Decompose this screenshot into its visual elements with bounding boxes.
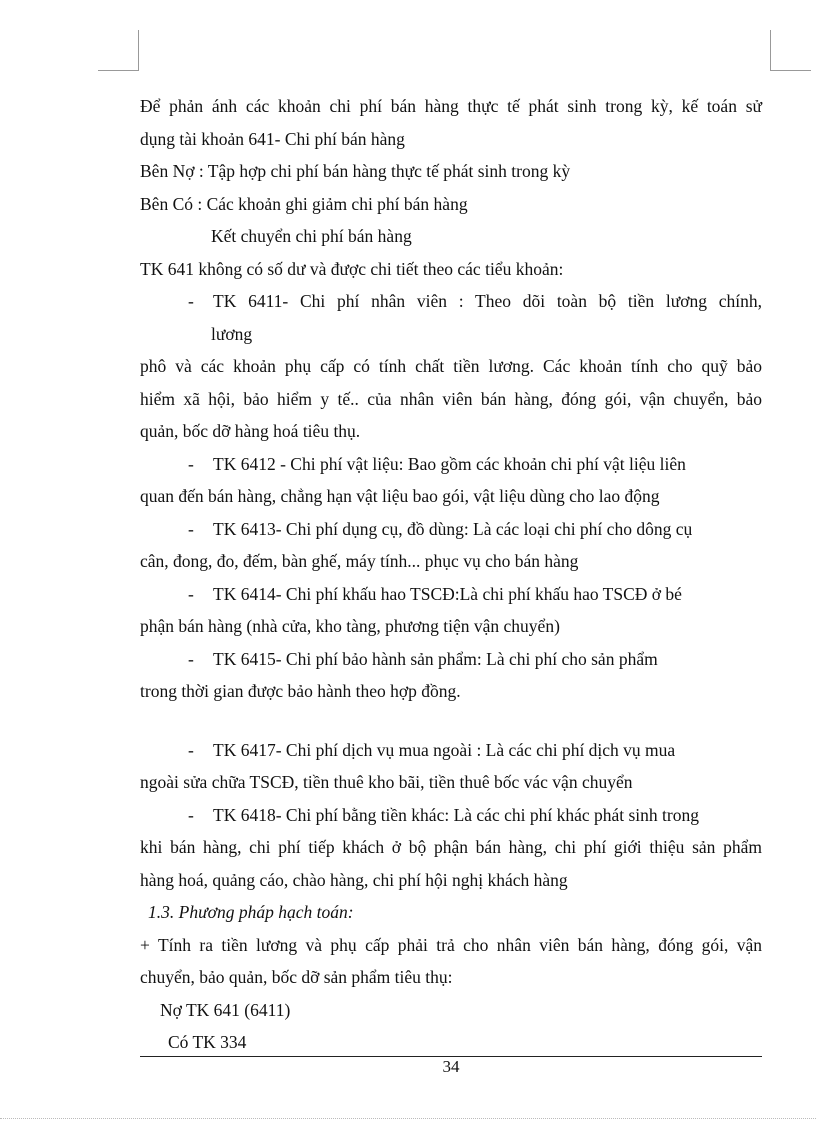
paragraph-line: phận bán hàng (nhà cửa, kho tàng, phương tiện vận chuyển) — [140, 616, 560, 636]
paragraph-line: dụng tài khoản 641- Chi phí bán hàng — [140, 128, 405, 149]
bullet-text: TK 6417- Chi phí dịch vụ mua ngoài : Là các chi phí dịch vụ mua — [213, 739, 676, 760]
bullet-text: TK 6415- Chi phí bảo hành sản phẩm: Là chi phí cho sản phẩm — [213, 648, 658, 669]
page-number: 34 — [442, 1057, 460, 1076]
bullet-6417 — [140, 734, 762, 767]
paragraph-line: hiểm xã hội, bảo hiểm y tế.. của nhân viên bán hàng, đóng gói, vận chuyển, bảo — [140, 388, 762, 409]
page-edge — [0, 1118, 816, 1119]
bullet-dash: - — [188, 583, 194, 604]
bullet-6413 — [140, 513, 762, 546]
paragraph-line: chuyển, bảo quản, bốc dỡ sản phẩm tiêu thụ: — [140, 967, 453, 987]
credit-side-line: Bên Có : Các khoản ghi giảm chi phí bán hàng — [140, 193, 468, 214]
debit-side-line: Bên Nợ : Tập hợp chi phí bán hàng thực tế phát sinh trong kỳ — [140, 161, 571, 181]
paragraph-line: phô và các khoản phụ cấp có tính chất tiền lương. Các khoản tính cho quỹ bảo — [140, 356, 762, 376]
bullet-6414 — [140, 578, 762, 611]
bullet-6411 — [140, 285, 762, 318]
crop-mark-top-right — [770, 30, 811, 71]
paragraph-line: quan đến bán hàng, chẳng hạn vật liệu bao gói, vật liệu dùng cho lao động — [140, 486, 660, 506]
credit-side-line-2: Kết chuyển chi phí bán hàng — [211, 226, 412, 246]
bullet-dash: - — [188, 739, 194, 760]
paragraph-line: + Tính ra tiền lương và phụ cấp phải trả cho nhân viên bán hàng, đóng gói, vận — [140, 934, 762, 955]
paragraph-line: ngoài sửa chữa TSCĐ, tiền thuê kho bãi, tiền thuê bốc vác vận chuyển — [140, 772, 633, 792]
paragraph-line: TK 641 không có số dư và được chi tiết theo các tiểu khoản: — [140, 258, 564, 279]
bullet-text: TK 6414- Chi phí khấu hao TSCĐ:Là chi phí khấu hao TSCĐ ở bé — [213, 583, 682, 604]
bullet-text: TK 6418- Chi phí bằng tiền khác: Là các chi phí khác phát sinh trong — [213, 804, 699, 825]
journal-entry-credit: Có TK 334 — [168, 1032, 247, 1052]
paragraph-line: hàng hoá, quảng cáo, chào hàng, chi phí hội nghị khách hàng — [140, 869, 568, 890]
document-body — [140, 90, 762, 1059]
bullet-text: TK 6412 - Chi phí vật liệu: Bao gồm các khoản chi phí vật liệu liên — [213, 453, 686, 474]
paragraph-line: Để phản ánh các khoản chi phí bán hàng thực tế phát sinh trong kỳ, kế toán sử — [140, 96, 762, 116]
bullet-continuation: lương — [211, 323, 253, 344]
journal-entry-debit: Nợ TK 641 (6411) — [160, 999, 291, 1020]
bullet-dash: - — [188, 518, 194, 539]
bullet-6412 — [140, 448, 762, 481]
paragraph-line: khi bán hàng, chi phí tiếp khách ở bộ phận bán hàng, chi phí giới thiệu sản phẩm — [140, 837, 762, 857]
blank-gap — [140, 708, 762, 734]
bullet-dash: - — [188, 648, 194, 669]
bullet-6418 — [140, 799, 762, 832]
bullet-6415 — [140, 643, 762, 676]
paragraph-line: quản, bốc dỡ hàng hoá tiêu thụ. — [140, 421, 361, 441]
bullet-text: TK 6413- Chi phí dụng cụ, đồ dùng: Là các loại chi phí cho dông cụ — [213, 518, 693, 539]
bullet-dash: - — [188, 453, 194, 474]
paragraph-line: cân, đong, đo, đếm, bàn ghế, máy tính... phục vụ cho bán hàng — [140, 551, 579, 571]
bullet-text: TK 6411- Chi phí nhân viên : Theo dõi toàn bộ tiền lương chính, — [213, 291, 762, 311]
bullet-dash: - — [188, 291, 194, 311]
paragraph-line: trong thời gian được bảo hành theo hợp đồng. — [140, 681, 461, 701]
section-heading: 1.3. Phương pháp hạch toán: — [148, 902, 354, 922]
crop-mark-top-left — [98, 30, 139, 71]
bullet-dash: - — [188, 804, 194, 825]
